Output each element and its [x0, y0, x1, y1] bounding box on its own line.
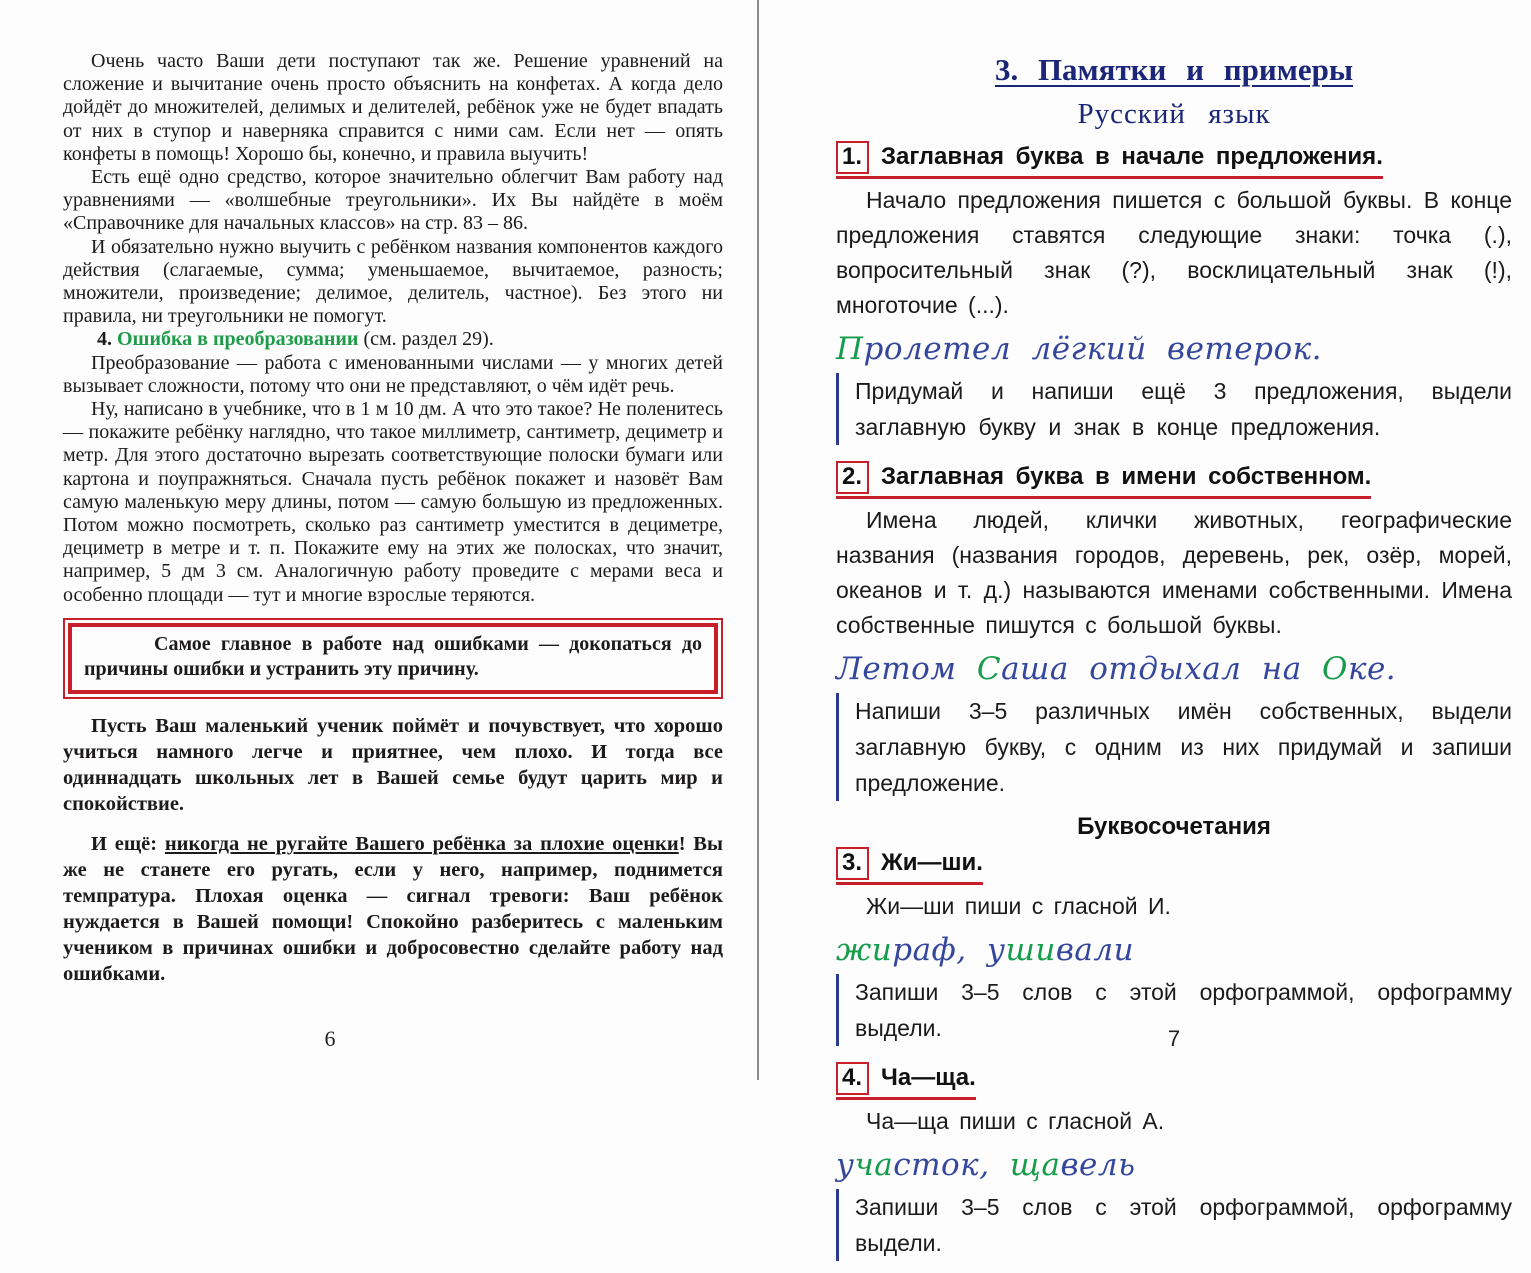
left-page-number: 6	[324, 1026, 336, 1051]
right-page-number: 7	[1167, 1026, 1181, 1051]
memo-body: Жи—ши пиши с гласной И.	[866, 893, 1171, 919]
example-segment: ща	[1009, 1147, 1061, 1183]
example-segment: Летом	[836, 651, 977, 687]
exercise-task: Запиши 3–5 слов с этой орфограммой, орфограмму выдели.	[836, 1189, 1512, 1261]
handwritten-example	[836, 329, 1512, 369]
memo-section-4	[836, 1058, 1512, 1261]
example-segment: жи	[836, 932, 893, 968]
letter-combinations-heading: Буквосочетания	[1077, 813, 1271, 840]
handwritten-example	[836, 930, 1512, 970]
example-segment: О	[1322, 651, 1348, 687]
example-segment: ке.	[1347, 651, 1397, 687]
subject-subtitle: Русский язык	[1077, 98, 1271, 130]
handwritten-example	[836, 1145, 1512, 1185]
right-page	[836, 52, 1512, 1273]
final-paragraph-underlined: никогда не ругайте Вашего ребёнка за плохие оценки	[164, 832, 679, 855]
memo-heading: Заглавная буква в имени собственном.	[881, 463, 1372, 490]
example-segment: вали	[1055, 932, 1135, 968]
key-message-box-inner	[68, 623, 718, 694]
memo-section-2	[836, 457, 1512, 801]
memo-section-3	[836, 843, 1512, 1046]
example-segment: ши	[1005, 932, 1056, 968]
memo-body: Ча—ща пиши с гласной А.	[866, 1108, 1165, 1134]
exercise-task: Напиши 3–5 различных имён собственных, выдели заглавную букву, с одним из них придумай и запиши предложение.	[836, 693, 1512, 801]
paragraph: Есть ещё одно средство, которое значительно облегчит Вам работу над уравнениями — «волшебные треугольники». Их Вы найдёте в моём «Справочнике для начальных классов» на стр. 83 – 86.	[63, 166, 723, 235]
memo-number-box: 2.	[836, 461, 869, 494]
chapter-title: 3. Памятки и примеры	[994, 52, 1354, 87]
memo-heading: Жи—ши.	[881, 849, 983, 876]
paragraph: Преобразование — работа с именованными числами — у многих детей вызывает сложности, потому что они не представляют, о чём идёт речь.	[63, 351, 723, 397]
example-segment: у	[836, 1147, 855, 1183]
bold-paragraph: Пусть Ваш маленький ученик поймёт и почувствует, что хорошо учиться намного легче и приятнее, чем плохо. И тогда все одиннадцать школьных лет в Вашей семье будут царить мир и спокойствие.	[63, 714, 723, 815]
memo-body: Начало предложения пишется с большой буквы. В конце предложения ставятся следующие знаки: точка (.), вопросительный знак (?), восклицательный знак (!), многоточие (...).	[836, 187, 1512, 318]
memo-heading-wrap	[836, 461, 1371, 499]
exercise-task: Запиши 3–5 слов с этой орфограммой, орфограмму выдели.	[836, 974, 1512, 1046]
memo-heading-wrap	[836, 847, 983, 885]
error-item-number: 4.	[97, 328, 117, 351]
memo-number-box: 3.	[836, 847, 869, 880]
memo-section-1	[836, 137, 1512, 445]
example-segment: сток,	[893, 1147, 1010, 1183]
example-segment: ча	[854, 1147, 894, 1183]
example-segment: аша отдыхал на	[1001, 651, 1323, 687]
paragraph: И обязательно нужно выучить с ребёнком названия компонентов каждого действия (слагаемые, сумма; уменьшаемое, вычитаемое, разность; множители, произведение; делимое, делитель, частное). Без этого ни правила, ни треугольники не помогут.	[63, 235, 723, 328]
example-segment: П	[836, 331, 864, 367]
exercise-task: Придумай и напиши ещё 3 предложения, выдели заглавную букву и знак в конце предложения.	[836, 373, 1512, 445]
page-gutter-line	[757, 0, 759, 1080]
example-segment: С	[976, 651, 1002, 687]
memo-heading-wrap	[836, 141, 1383, 179]
memo-heading: Заглавная буква в начале предложения.	[881, 143, 1383, 170]
example-segment: раф, у	[892, 932, 1006, 968]
memo-heading-wrap	[836, 1062, 976, 1100]
key-message-text: Самое главное в работе над ошибками — докопаться до причины ошибки и устранить эту причину.	[84, 632, 702, 680]
paragraph: Ну, написано в учебнике, что в 1 м 10 дм. А что это такое? Не поленитесь — покажите ребёнку наглядно, что такое миллиметр, сантиметр, дециметр и метр. Для этого достаточно вырезать соответствующие полоски бумаги или картона и поупражняться. Сначала пусть ребёнок покажет и назовёт Вам самую маленькую меру длины, потом — самую большую из предложенных. Потом можно посмотреть, сколько раз сантиметр уместится в дециметре, дециметр в метре и т. п. Покажите ему на этих же полосках, что значит, например, 5 дм 3 см. Аналогичную работу проведите с мерами веса и особенно площади — тут и многие взрослые теряются.	[63, 398, 723, 606]
handwritten-example	[836, 649, 1512, 689]
error-item-suffix: (см. раздел 29).	[358, 328, 494, 351]
key-message-box	[63, 618, 723, 699]
memo-heading: Ча—ща.	[881, 1064, 976, 1091]
final-paragraph-prefix: И ещё:	[91, 832, 165, 855]
memo-number-box: 4.	[836, 1062, 869, 1095]
final-paragraph	[63, 831, 723, 987]
error-item-heading	[63, 328, 723, 351]
left-page	[63, 50, 723, 987]
memo-body: Имена людей, клички животных, географические названия (названия городов, деревень, рек, озёр, морей, океанов и т. д.) называются именами собственными. Имена собственные пишутся с большой буквы.	[836, 507, 1512, 638]
paragraph: Очень часто Ваши дети поступают так же. Решение уравнений на сложение и вычитание очень просто объяснить на конфетах. А когда дело дойдёт до множителей, делимых и делителей, ребёнок уже не будет впадать от них в ступор и наверняка справится с ними сам. Если нет — опять конфеты в помощь! Хорошо бы, конечно, и правила выучить!	[63, 50, 723, 165]
final-paragraph-rest: ! Вы же не станете его ругать, если у него, например, поднимется темпратура. Плохая оценка — сигнал тревоги: Ваш ребёнок нуждается в Вашей помощи! Спокойно разберитесь с маленьким учеником в причинах ошибки и добросовестно сделайте работу над ошибками.	[63, 832, 723, 985]
example-segment: вель	[1060, 1147, 1136, 1183]
error-item-title: Ошибка в преобразовании	[117, 328, 359, 351]
memo-number-box: 1.	[836, 141, 869, 174]
example-segment: ролетел лёгкий ветерок.	[863, 331, 1323, 367]
